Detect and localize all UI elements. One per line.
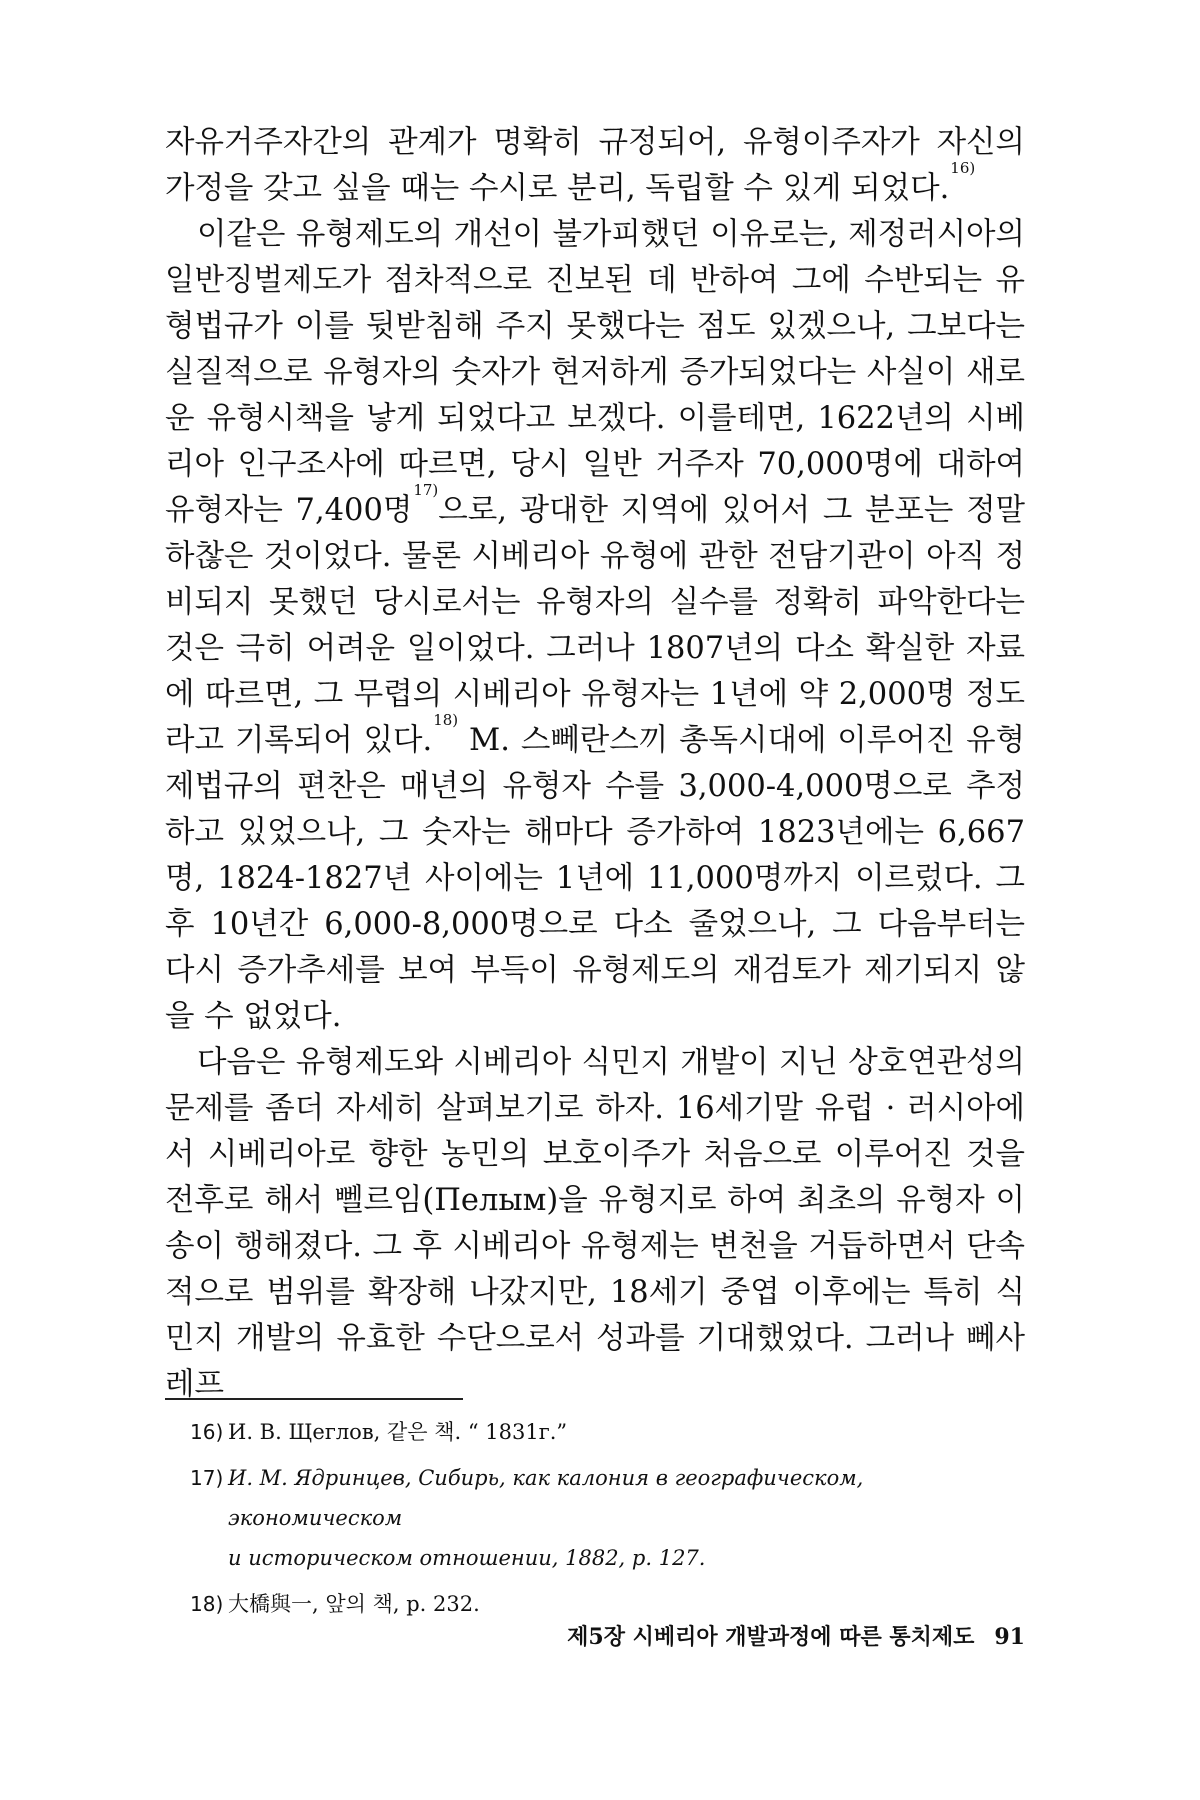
paragraph-text: 이같은 유형제도의 개선이 불가피했던 이유로는, 제정러시아의 일반징벌제도가 점차적으로 진보된 데 반하여 그에 수반되는 유형법규가 이를 뒷받침해 주지 못했다는 점도 있겠으나, 그보다는 실질적으로 유형자의 숫자가 현저하게 증가되었다는 사실이 새로운 유형시책을 낳게 되었다고 보겠다. 이를테면, 1622년의 시베리아 인구조사에 따르면, 당시 일반 거주자 70,000명에 대하여 유형자는 7,400명 (165, 217, 1025, 528)
footnote-number: 18) (190, 1592, 224, 1616)
footnote-number: 16) (190, 1420, 224, 1444)
footnote-16 (190, 1412, 1025, 1452)
paragraph-3 (165, 1040, 1025, 1408)
footnote-ref-17: 17) (413, 480, 439, 499)
footnote-17 (190, 1458, 1025, 1578)
footnote-ref-18: 18) (433, 710, 459, 729)
footnote-ref-16: 16) (950, 158, 976, 177)
footnote-number: 17) (190, 1466, 224, 1490)
paragraph-2 (165, 212, 1025, 1040)
footnote-18 (190, 1584, 1025, 1624)
footnote-line: и историческом отношении, 1882, р. 127. (228, 1546, 706, 1570)
footnote-text (228, 1412, 1025, 1452)
footnote-line: И. В. Щеглов, 같은 책. “ 1831г.” (228, 1420, 568, 1444)
footnote-text (228, 1458, 1025, 1578)
running-footer-chapter: 제5장 시베리아 개발과정에 따른 통치제도 (567, 1624, 975, 1650)
paragraph-text: 으로, 광대한 지역에 있어서 그 분포는 정말 하찮은 것이었다. 물론 시베리아 유형에 관한 전담기관이 아직 정비되지 못했던 당시로서는 유형자의 실수를 정확히 파악한다는 것은 극히 어려운 일이었다. 그러나 1807년의 다소 확실한 자료에 따르면, 그 무렵의 시베리아 유형자는 1년에 약 2,000명 정도라고 기록되어 있다. (165, 493, 1025, 758)
paragraph-text: 자유거주자간의 관계가 명확히 규정되어, 유형이주자가 자신의 가정을 갖고 싶을 때는 수시로 분리, 독립할 수 있게 되었다. (165, 125, 1025, 206)
footnote-divider (165, 1398, 463, 1400)
footnotes (190, 1412, 1025, 1630)
footnote-line: И. М. Ядринцев, Сибирь, как калония в географическом, экономическом (228, 1466, 864, 1530)
paragraph-text: 다음은 유형제도와 시베리아 식민지 개발이 지닌 상호연관성의 문제를 좀더 자세히 살펴보기로 하자. 16세기말 유럽 · 러시아에서 시베리아로 향한 농민의 보호이주가 처음으로 이루어진 것을 전후로 해서 뻴르임(Пелым)을 유형지로 하여 최초의 유형자 이송이 행해졌다. 그 후 시베리아 유형제는 변천을 거듭하면서 단속적으로 범위를 확장해 나갔지만, 18세기 중엽 이후에는 특히 식민지 개발의 유효한 수단으로서 성과를 기대했었다. 그러나 뻬사레프 (165, 1045, 1025, 1402)
footnote-text (228, 1584, 1025, 1624)
page-footer (165, 1620, 1025, 1651)
page-number: 91 (994, 1624, 1025, 1650)
paragraph-1 (165, 120, 1025, 212)
paragraph-text: M. 스뻬란스끼 총독시대에 이루어진 유형 제법규의 편찬은 매년의 유형자 수를 3,000-4,000명으로 추정하고 있었으나, 그 숫자는 해마다 증가하여 1823년에는 6,667명, 1824-1827년 사이에는 1년에 11,000명까지 이르렀다. 그 후 10년간 6,000-8,000명으로 다소 줄었으나, 그 다음부터는 다시 증가추세를 보여 부득이 유형제도의 재검토가 제기되지 않을 수 없었다. (165, 723, 1025, 1034)
body-text (165, 120, 1025, 1408)
footnote-line: 大橋與一, 앞의 책, p. 232. (228, 1592, 480, 1616)
